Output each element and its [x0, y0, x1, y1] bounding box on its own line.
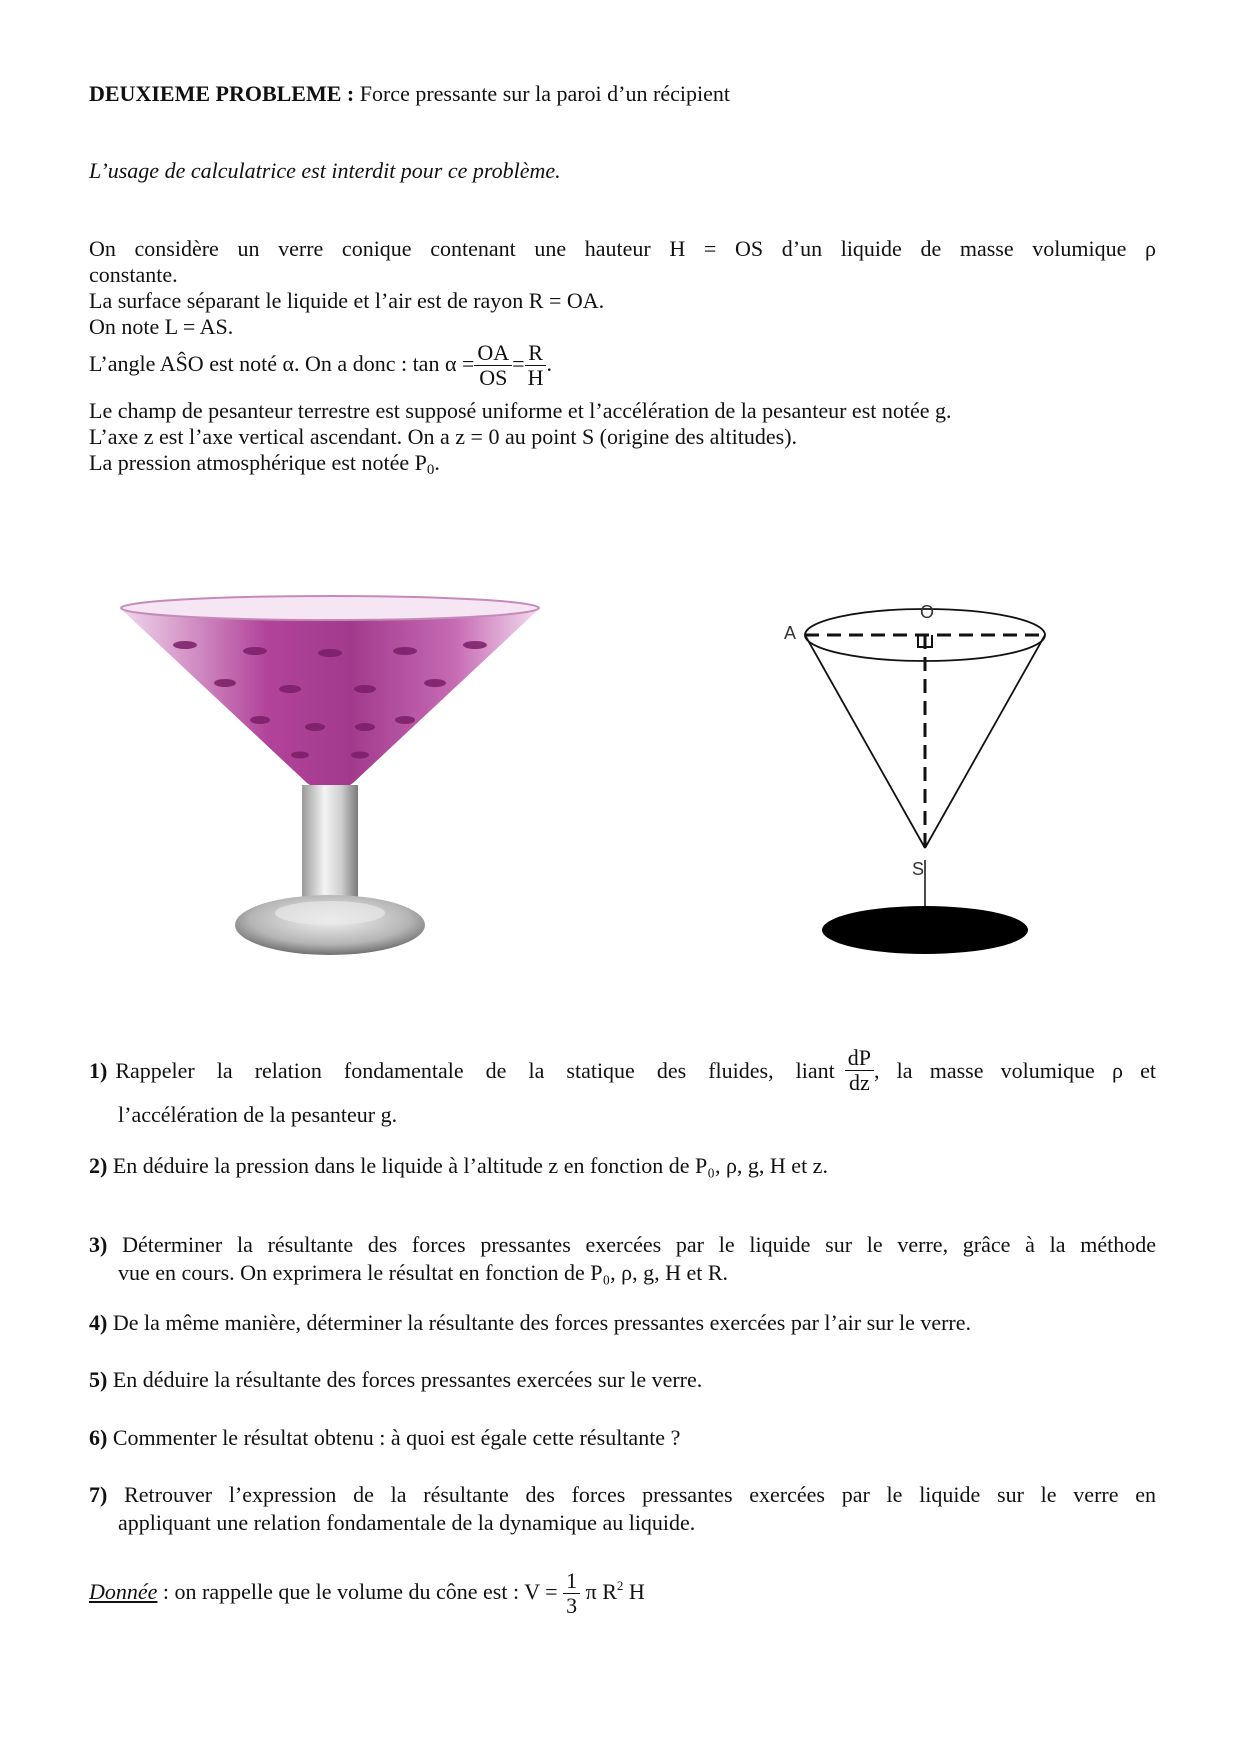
problem-title	[89, 80, 1156, 108]
frac-os: OS	[479, 365, 508, 391]
question-1-text-c: l’accélération de la pesanteur g.	[118, 1102, 398, 1127]
label-a: A	[784, 623, 797, 643]
calculator-notice: L’usage de calculatrice est interdit pour ce problème.	[89, 158, 561, 183]
title-rest: Force pressante sur la paroi d’un récipient	[354, 81, 730, 106]
question-7-line-2: appliquant une relation fondamentale de la dynamique au liquide.	[118, 1510, 696, 1535]
question-2-text: En déduire la pression dans le liquide à l’altitude z en fonction de P₀, ρ, g, H et z.	[112, 1153, 828, 1178]
question-3-number: 3)	[89, 1232, 108, 1257]
question-5-text: En déduire la résultante des forces pressantes exercées sur le verre.	[112, 1367, 703, 1392]
equals-sign: =	[512, 351, 525, 376]
patm-sub: 0	[426, 462, 435, 478]
angle-mid: est noté α. On a donc : tan α =	[203, 351, 475, 376]
label-o: O	[920, 602, 935, 622]
question-7	[89, 1481, 1156, 1537]
intro-line-3: La surface séparant le liquide et l’air est de rayon R = OA.	[89, 288, 605, 313]
data-note-square: 2	[616, 1578, 624, 1593]
intro-line-1: On considère un verre conique contenant une hauteur H = OS d’un liquide de masse volumique ρ	[89, 236, 1156, 261]
fraction-dp-dz	[845, 1046, 874, 1095]
frac-one: 1	[563, 1569, 580, 1594]
cone-base-ellipse	[822, 906, 1028, 954]
question-7-number: 7)	[89, 1482, 108, 1507]
question-2-number: 2)	[89, 1153, 108, 1178]
frac-h: H	[527, 365, 544, 391]
angle-name: AŜO	[159, 351, 204, 376]
question-6-text: Commenter le résultat obtenu : à quoi est égale cette résultante ?	[112, 1425, 681, 1450]
martini-glass-illustration	[115, 595, 545, 970]
question-4-text: De la même manière, déterminer la résultante des forces pressantes exercées par l’air sur le verre.	[112, 1310, 972, 1335]
question-7-line-1	[89, 1481, 1156, 1509]
glass-bowl	[121, 598, 539, 791]
fraction-oa-os	[474, 341, 512, 390]
frac-oa: OA	[474, 341, 512, 366]
patm-end: .	[434, 450, 440, 475]
title-bold: DEUXIEME PROBLEME :	[89, 81, 355, 106]
question-3-line-1	[89, 1231, 1156, 1259]
fraction-one-third	[563, 1569, 580, 1618]
fraction-r-h	[525, 341, 547, 390]
question-4-number: 4)	[89, 1310, 108, 1335]
intro-line-2: constante.	[89, 262, 178, 287]
intro-line-7: L’axe z est l’axe vertical ascendant. On a z = 0 au point S (origine des altitudes).	[89, 424, 798, 449]
angle-end: .	[546, 351, 552, 376]
question-5-number: 5)	[89, 1367, 108, 1392]
frac-dp: dP	[845, 1046, 874, 1071]
cone-left-edge	[805, 635, 925, 848]
question-1-first-line	[89, 1046, 1156, 1095]
data-note-text: : on rappelle que le volume du cône est : V =	[157, 1579, 564, 1604]
question-3-text-1: Déterminer la résultante des forces pressantes exercées par le liquide sur le verre, grâce à la méthode	[122, 1232, 1157, 1257]
question-3-line-2: vue en cours. On exprimera le résultat en fonction de P₀, ρ, g, H et R.	[118, 1260, 729, 1285]
glass-rim	[121, 596, 539, 620]
question-2	[89, 1152, 1156, 1180]
question-1-number: 1)	[89, 1057, 108, 1083]
data-note	[89, 1568, 1156, 1618]
question-6	[89, 1424, 1156, 1452]
question-3	[89, 1231, 1156, 1287]
frac-r: R	[525, 341, 547, 366]
question-1-text-b: , la masse volumique ρ et	[874, 1057, 1156, 1083]
label-s: S	[912, 859, 925, 879]
question-1	[89, 1046, 1156, 1129]
question-4	[89, 1309, 1156, 1337]
glass-stem	[302, 785, 358, 905]
data-note-pi-r: π R	[585, 1579, 617, 1604]
intro-line-6: Le champ de pesanteur terrestre est supposé uniforme et l’accélération de la pesanteur est notée g.	[89, 398, 952, 423]
question-5	[89, 1366, 1156, 1394]
data-note-h: H	[623, 1579, 645, 1604]
patm-pre: La pression atmosphérique est notée P	[89, 450, 427, 475]
question-7-text-1: Retrouver l’expression de la résultante des forces pressantes exercées par le liquide sur le verre en	[124, 1482, 1157, 1507]
angle-prefix: L’angle	[89, 351, 160, 376]
intro-line-4: On note L = AS.	[89, 314, 234, 339]
data-note-label: Donnée	[89, 1579, 158, 1604]
question-1-text-a: Rappeler la relation fondamentale de la statique des fluides, liant	[115, 1057, 835, 1083]
cone-right-edge	[925, 635, 1045, 848]
cone-diagram	[760, 595, 1090, 970]
intro-line-8	[89, 449, 1156, 477]
question-6-number: 6)	[89, 1425, 108, 1450]
frac-dz: dz	[848, 1070, 870, 1095]
frac-three: 3	[566, 1593, 578, 1619]
angle-definition	[89, 340, 1156, 390]
